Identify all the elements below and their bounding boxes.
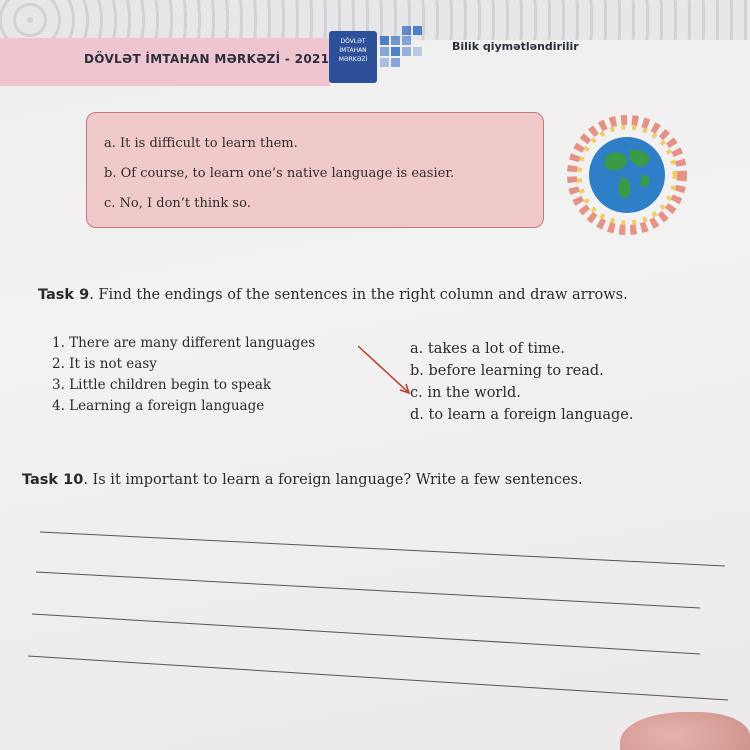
logo-line-2: İMTAHAN — [339, 47, 367, 54]
task10-label: Task 10 — [22, 472, 84, 488]
sentence-end-d: d. to learn a foreign language. — [410, 407, 634, 423]
task10-instruction: . Is it important to learn a foreign language? Write a few sentences. — [83, 472, 583, 488]
answer-a: a. It is difficult to learn them. — [104, 136, 298, 151]
task9-label: Task 9 — [38, 287, 90, 303]
sentence-start-1: 1. There are many different languages — [52, 335, 316, 351]
logo-line-1: DÖVLƏT — [340, 38, 366, 45]
answer-line-1 — [40, 532, 725, 566]
answer-line-2 — [36, 572, 700, 608]
sentence-start-2: 2. It is not easy — [52, 356, 157, 372]
answer-line-3 — [32, 614, 700, 654]
sentence-end-c: c. in the world. — [410, 385, 521, 401]
sentence-start-3: 3. Little children begin to speak — [52, 377, 272, 393]
sentence-start-4: 4. Learning a foreign language — [52, 398, 265, 414]
answer-c: c. No, I don’t think so. — [104, 196, 251, 211]
header-title: DÖVLƏT İMTAHAN MƏRKƏZİ - 2021 — [84, 52, 330, 66]
sentence-end-b: b. before learning to read. — [410, 363, 604, 379]
header-right-label: Bilik qiymətləndirilir — [452, 40, 579, 53]
answer-b: b. Of course, to learn one’s native language is easier. — [104, 166, 455, 181]
sentence-end-a: a. takes a lot of time. — [410, 341, 565, 357]
answer-line-4 — [28, 656, 728, 700]
task9-instruction: . Find the endings of the sentences in the right column and draw arrows. — [89, 287, 628, 303]
logo-line-3: MƏRKƏZİ — [338, 56, 368, 63]
